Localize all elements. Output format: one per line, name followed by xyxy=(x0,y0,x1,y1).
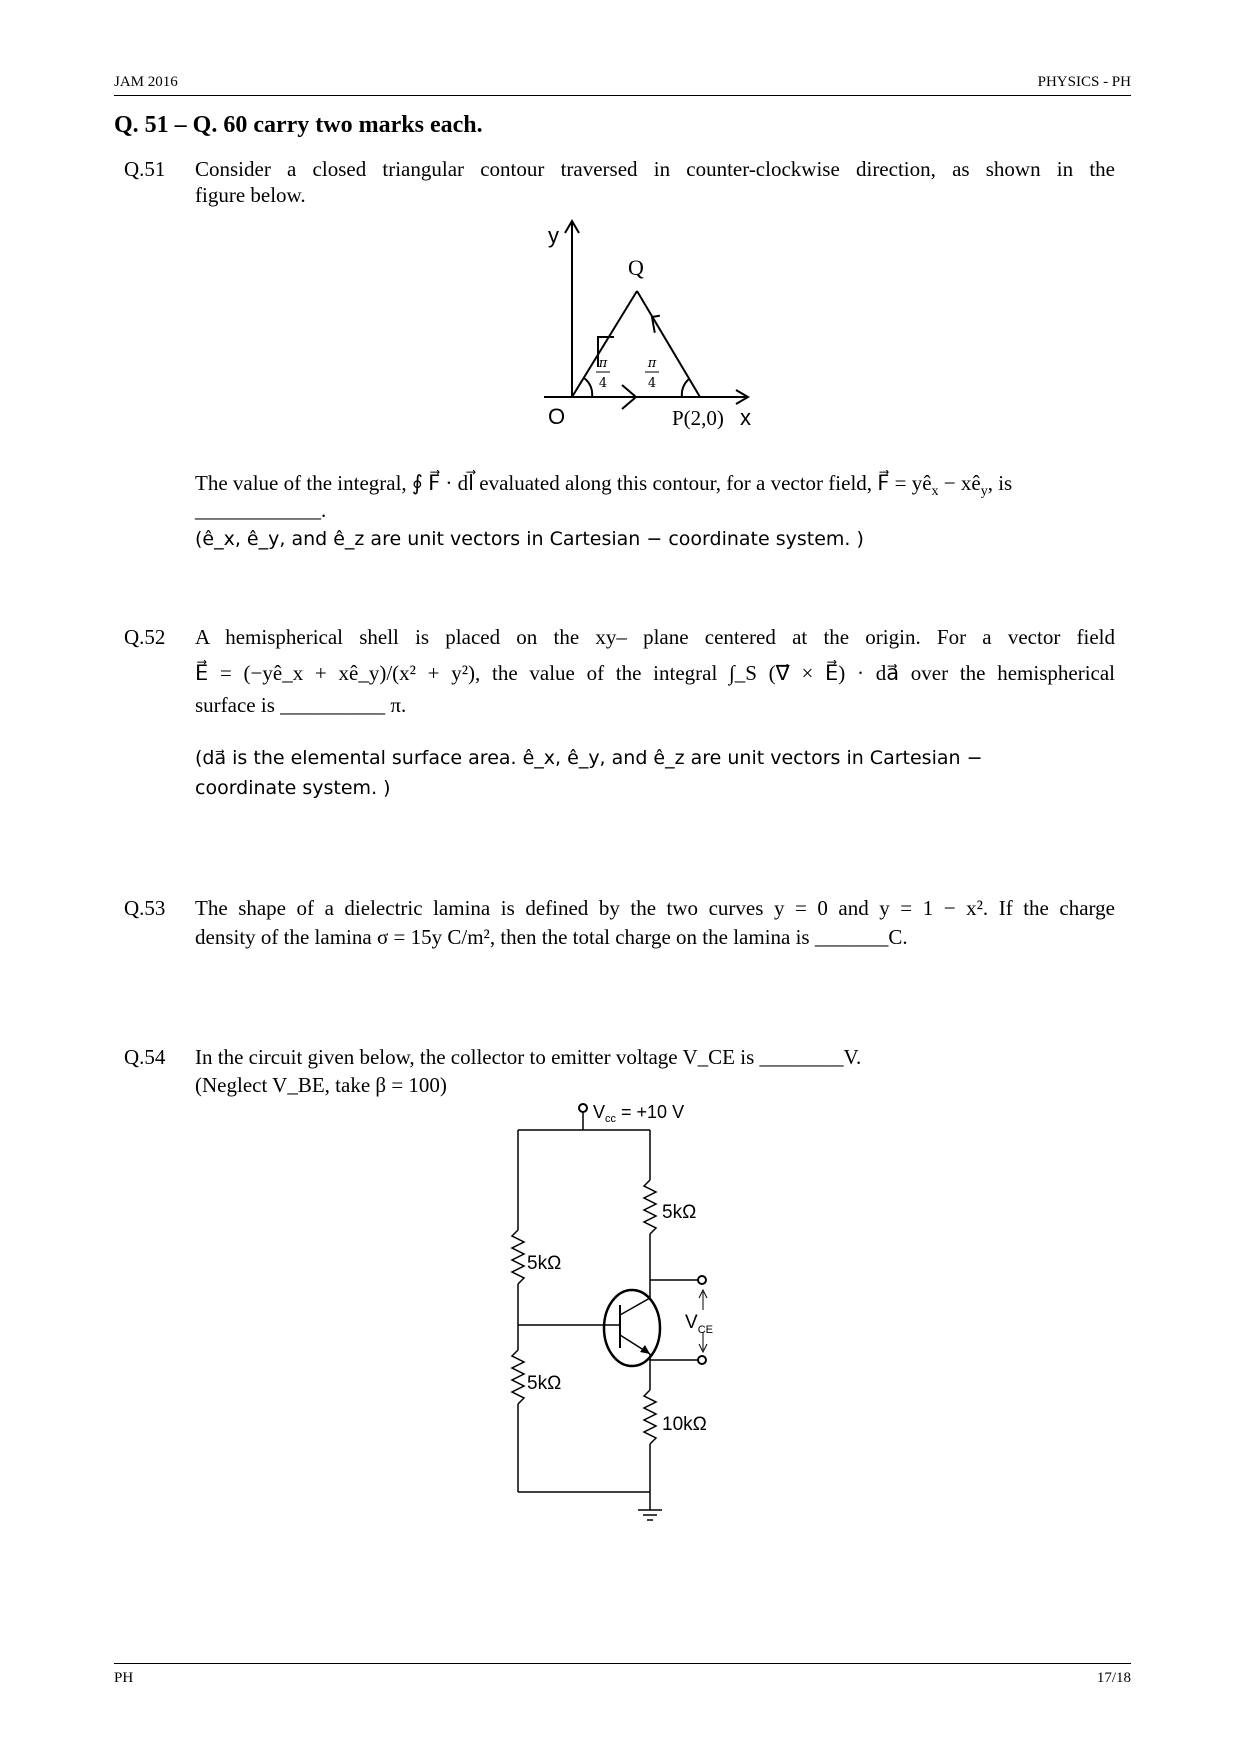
q51-line1: Consider a closed triangular contour traversed in counter-clockwise direction, as shown in the xyxy=(195,157,1115,181)
re-label: 10kΩ xyxy=(662,1414,707,1435)
q51-sub-y: y xyxy=(980,484,988,500)
y-axis-label: y xyxy=(548,223,559,248)
r1-label: 5kΩ xyxy=(527,1253,562,1274)
rc-label: 5kΩ xyxy=(662,1202,697,1223)
header-right: PHYSICS - PH xyxy=(1037,74,1131,90)
q54-number: Q.54 xyxy=(124,1045,166,1069)
q51-number: Q.51 xyxy=(124,157,166,181)
angle-right-numerator: π xyxy=(647,356,657,371)
q51-note: (ê_x, ê_y, and ê_z are unit vectors in Cartesian − coordinate system. ) xyxy=(195,528,864,550)
q54-line2: (Neglect V_BE, take β = 100) xyxy=(195,1073,447,1097)
transistor-circuit-figure xyxy=(500,1100,760,1540)
triangle-contour-figure xyxy=(530,215,770,430)
q51-text-b: − xê xyxy=(938,471,981,495)
q51-text-c: , is xyxy=(987,471,1013,495)
q52-line3: surface is __________ π. xyxy=(195,693,407,717)
point-p-label: P(2,0) xyxy=(672,406,724,430)
q54-line1: In the circuit given below, the collector to emitter voltage V_CE is ________V. xyxy=(195,1045,862,1069)
header-left: JAM 2016 xyxy=(114,74,178,90)
r2-label: 5kΩ xyxy=(527,1373,562,1394)
footer-left: PH xyxy=(114,1670,134,1686)
angle-left-denominator: 4 xyxy=(598,376,608,391)
q52-note-line1: (da⃗ is the elemental surface area. ê_x, ê_y, and ê_z are unit vectors in Cartesian − xyxy=(195,747,983,769)
section-title: Q. 51 – Q. 60 carry two marks each. xyxy=(114,112,483,138)
x-axis-label: x xyxy=(740,405,751,430)
q53-line1: The shape of a dielectric lamina is defined by the two curves y = 0 and y = 1 − x². If the charge xyxy=(195,896,1115,920)
header-rule xyxy=(114,95,1131,96)
origin-label: O xyxy=(548,404,566,429)
q52-number: Q.52 xyxy=(124,625,166,649)
apex-label: Q xyxy=(628,255,644,280)
q51-text-a: The value of the integral, ∮ F⃗ · dl⃗ evaluated along this contour, for a vector field, F⃗ = yê xyxy=(195,471,932,495)
q51-sub-x: x xyxy=(931,484,939,500)
footer-right: 17/18 xyxy=(1096,1670,1131,1686)
vcc-label: $V_{cc} = +10$ V xyxy=(593,1102,685,1125)
q52-line2: E⃗ = (−yê_x + xê_y)/(x² + y²), the value of the integral ∫_S (∇⃗ × E⃗) · da⃗ over the hemispherical xyxy=(195,661,1115,685)
q51-answer-blank: ____________. xyxy=(195,498,327,522)
vce-label: $V_{CE}$ xyxy=(685,1312,713,1336)
q52-note-line2: coordinate system. ) xyxy=(195,777,391,799)
q53-line2: density of the lamina σ = 15y C/m², then the total charge on the lamina is _______C. xyxy=(195,925,908,949)
q53-number: Q.53 xyxy=(124,896,166,920)
footer-rule xyxy=(114,1663,1131,1664)
angle-right-denominator: 4 xyxy=(647,376,657,391)
angle-left-numerator: π xyxy=(598,356,608,371)
q52-line1: A hemispherical shell is placed on the xy– plane centered at the origin. For a vector field xyxy=(195,625,1115,649)
q51-line2: figure below. xyxy=(195,183,306,207)
